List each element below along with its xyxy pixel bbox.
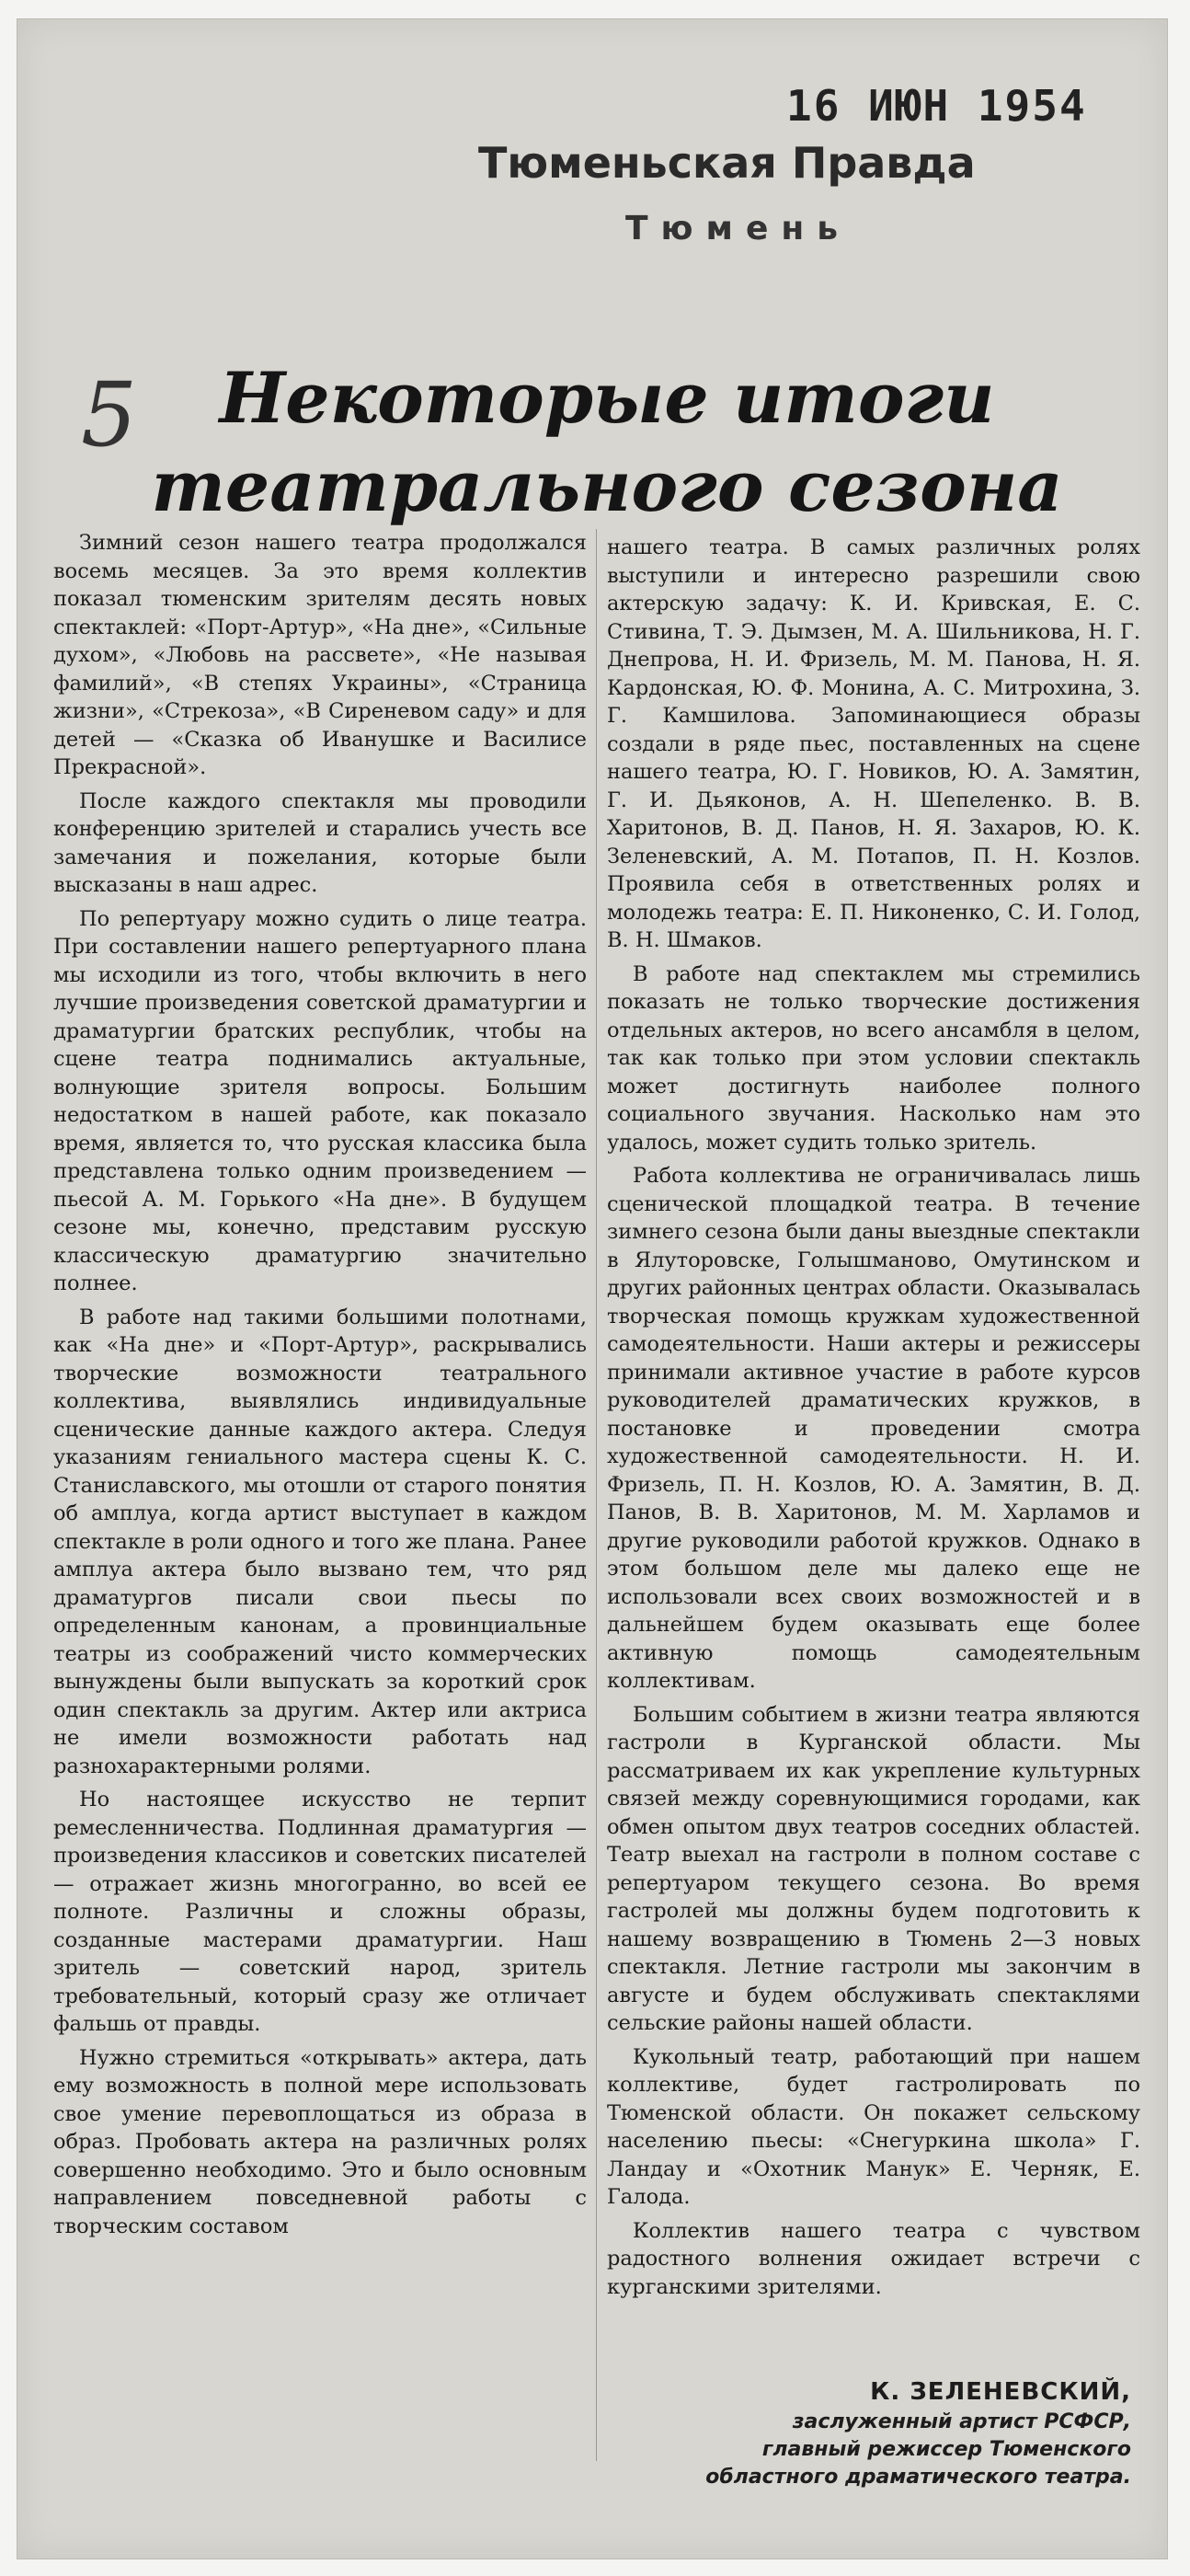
- paragraph: Нужно стремиться «открывать» актера, дать ему возможность в полной мере использовать свое умение перевоплощаться из образа в образ. Пробовать актера на различных ролях совершенно необходимо. Это и было основным направлением повседневной работы с творческим составом: [53, 2045, 587, 2238]
- title-line-1: Некоторые итоги: [219, 357, 995, 439]
- right-column: [607, 534, 1140, 2306]
- paragraph: Кукольный театр, работающий при нашем коллективе, будет гастролировать по Тюменской области. Он покажет сельскому населению пьесы: «Снегуркина школа» Г. Ландау и «Охотник Манук» Е. Черняк, Е. Галода.: [607, 2044, 1140, 2209]
- paragraph: Но настоящее искусство не терпит ремесленничества. Подлинная драматургия — произведения классиков и советских писателей — отражает жизнь многогранно, во всей ее полноте. Различны и сложны образы, созданные мастерами драматургии. Наш зритель — советский народ, зритель требовательный, который сразу же отличает фальшь от правды.: [53, 1788, 587, 2036]
- paragraph: В работе над спектаклем мы стремились показать не только творческие достижения отдельных актеров, но всего ансамбля в целом, так как только при этом условии спектакль может достигнуть наиболее полного социального звучания. Насколько нам это удалось, может судить только зритель.: [607, 961, 1140, 1155]
- title-line-2: театрального сезона: [151, 445, 1063, 527]
- column-divider: [596, 529, 597, 2461]
- signature-block: [699, 2375, 1131, 2491]
- author-name: К. ЗЕЛЕНЕВСКИЙ,: [870, 2378, 1131, 2406]
- author-title-2: главный режиссер Тюменского: [761, 2438, 1131, 2461]
- paragraph: Коллектив нашего театра с чувством радостного волнения ожидает встречи с курганскими зрителями.: [607, 2218, 1140, 2299]
- handwritten-number: 5: [81, 363, 138, 466]
- paragraph: Работа коллектива не ограничивалась лишь сценической площадкой театра. В течение зимнего сезона были даны выездные спектакли в Ялуторовске, Голышманово, Омутинском и других районных центрах области. Оказывалась творческая помощь кружкам художественной самодеятельности. Наши актеры и режиссеры принимали активное участие в работе курсов руководителей драматических кружков, в постановке и проведении смотра художественной самодеятельности. Н. И. Фризель, П. Н. Козлов, Ю. А. Замятин, В. Д. Панов, В. В. Харитонов, М. М. Харламов и другие руководили работой кружков. Однако в этом большом деле мы далеко еще не использовали всех своих возможностей и в дальнейшем будем оказывать еще более активную помощь самодеятельным коллективам.: [607, 1164, 1140, 1693]
- newspaper-name-stamp: Тюменьская Правда: [478, 138, 976, 188]
- date-stamp: 16 ИЮН 1954: [786, 81, 1087, 131]
- paragraph: нашего театра. В самых различных ролях выступили и интересно разрешили свою актерскую задачу: К. И. Кривская, Е. С. Стивина, Т. Э. Дымзен, М. А. Шильникова, Н. Г. Днепрова, Н. И. Фризель, М. М. Панова, Н. Я. Кардонская, Ю. Ф. Монина, А. С. Митрохина, З. Г. Камшилова. Запоминающиеся образы создали в ряде пьес, поставленных на сцене нашего театра, Ю. Г. Новиков, Ю. А. Замятин, Г. И. Дьяконов, А. Н. Шепеленко. В. В. Харитонов, В. Д. Панов, Н. Я. Захаров, Ю. К. Зеленевский, А. М. Потапов, П. Н. Козлов. Проявила себя в ответственных ролях и молодежь театра: Е. П. Никоненко, С. И. Голод, В. Н. Шмаков.: [607, 535, 1140, 952]
- paragraph: По репертуару можно судить о лице театра. При составлении нашего репертуарного плана мы исходили из того, чтобы включить в него лучшие произведения советской драматургии и драматургии братских республик, чтобы на сцене театра поднимались актуальные, волнующие зрителя вопросы. Большим недостатком в нашей работе, как показало время, является то, что русская классика была представлена только одним произведением — пьесой А. М. Горького «На дне». В будущем сезоне мы, конечно, представим русскую классическую драматургию значительно полнее.: [53, 906, 587, 1295]
- paragraph: После каждого спектакля мы проводили конференцию зрителей и старались учесть все замечания и пожелания, которые были высказаны в наш адрес.: [53, 788, 587, 897]
- paragraph: В работе над такими большими полотнами, как «На дне» и «Порт-Артур», раскрывались творческие возможности театрального коллектива, выявлялись индивидуальные сценические данные каждого актера. Следуя указаниям гениального мастера сцены К. С. Станиславского, мы отошли от старого понятия об амплуа, когда артист выступает в каждом спектакле в роли одного и того же плана. Ранее амплуа актера было вызвано тем, что ряд драматургов писали свои пьесы по определенным канонам, а провинциальные театры из соображений чисто коммерческих вынуждены были выпускать за короткий срок один спектакль за другим. Актер или актриса не имели возможности работать над разнохарактерными ролями.: [53, 1305, 587, 1778]
- article-title: [138, 354, 1076, 531]
- paragraph: Большим событием в жизни театра являются гастроли в Курганской области. Мы рассматриваем их как укрепление культурных связей между соревнующимися городами, как обмен опытом двух театров соседних областей. Театр выехал на гастроли в полном составе с репертуаром текущего сезона. Во время гастролей мы должны будем подготовить к нашему возвращению в Тюмень 2—3 новых спектакля. Летние гастроли мы закончим в августе и будем обслуживать спектаклями сельские районы нашей области.: [607, 1702, 1140, 2035]
- city-stamp: Тюмень: [625, 210, 852, 247]
- left-column: [53, 529, 587, 2246]
- paragraph: Зимний сезон нашего театра продолжался восемь месяцев. За это время коллектив показал тюменским зрителям десять новых спектаклей: «Порт-Артур», «На дне», «Сильные духом», «Любовь на рассвете», «Не называя фамилий», «В степях Украины», «Страница жизни», «Стрекоза», «В Сиреневом саду» и для детей — «Сказка об Иванушке и Василисе Прекрасной».: [53, 531, 587, 779]
- author-title-3: областного драматического театра.: [705, 2466, 1131, 2489]
- author-title-1: заслуженный артист РСФСР,: [792, 2410, 1131, 2433]
